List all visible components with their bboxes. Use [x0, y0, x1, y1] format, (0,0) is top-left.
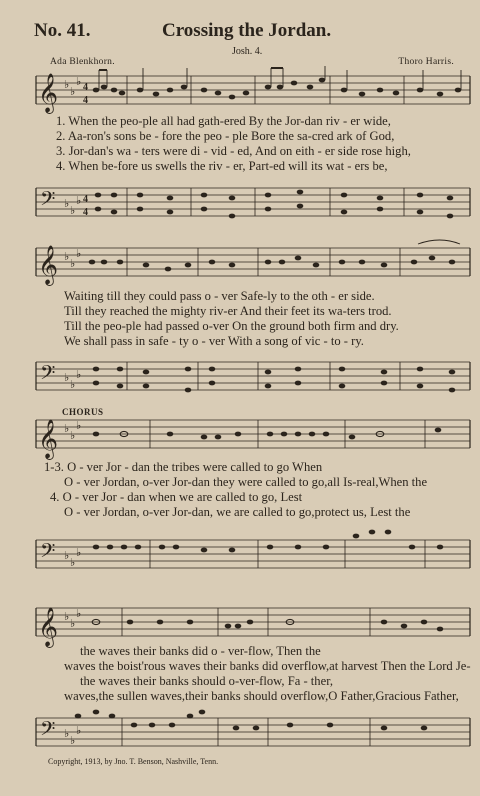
staff-bass-system-1 [0, 178, 480, 230]
svg-text:4: 4 [83, 194, 88, 205]
hymn-title: Crossing the Jordan. [162, 20, 332, 41]
svg-text:𝄢: 𝄢 [40, 541, 56, 567]
verse-lyrics-system-1 [0, 114, 480, 178]
svg-text:𝄢: 𝄢 [40, 719, 56, 745]
staff-treble-system-1 [0, 66, 480, 116]
svg-text:♭: ♭ [76, 725, 82, 737]
chorus-lyrics-2 [0, 644, 480, 708]
svg-text:♭: ♭ [70, 557, 76, 569]
chorus-line: 4. O - ver Jor - dan when we are called to go, Lest [50, 490, 303, 504]
staff-bass-system-4 [0, 706, 480, 754]
verse-line: 4. When be-fore us swells the riv - er, Part-ed will its wat - ers be, [56, 159, 388, 173]
chorus-line: the waves their banks should o-ver-flow, Fa - ther, [80, 674, 334, 688]
lyricist-credit: Ada Blenkhorn. [50, 57, 115, 67]
svg-text:♭: ♭ [70, 735, 76, 747]
chorus-label: CHORUS [62, 407, 104, 417]
verse-line: Till they reached the mighty riv-er And their feet its wa-ters trod. [64, 304, 392, 318]
svg-text:♭: ♭ [64, 372, 70, 384]
svg-text:𝄢: 𝄢 [40, 363, 56, 389]
verse-line: Till the peo-ple had passed o-ver On the ground both firm and dry. [64, 319, 399, 333]
svg-text:♭: ♭ [70, 379, 76, 391]
svg-text:♭: ♭ [76, 420, 82, 432]
composer-credit: Thoro Harris. [398, 57, 454, 67]
staff-treble-system-2 [0, 236, 480, 290]
svg-text:4: 4 [83, 95, 88, 106]
svg-text:♭: ♭ [70, 618, 76, 630]
copyright-notice: Copyright, 1913, by Jno. T. Benson, Nashville, Tenn. [48, 757, 219, 766]
svg-text:𝄞: 𝄞 [38, 247, 59, 284]
svg-text:𝄞: 𝄞 [38, 75, 59, 112]
svg-text:♭: ♭ [76, 248, 82, 260]
scripture-reference: Josh. 4. [232, 46, 263, 57]
chorus-line: 1-3. O - ver Jor - dan the tribes were called to go When [44, 460, 323, 474]
staff-treble-chorus [0, 414, 480, 464]
svg-text:♭: ♭ [70, 205, 76, 217]
verse-line: 2. Aa-ron's sons be - fore the peo - ple Bore the sa-cred ark of God, [56, 129, 395, 143]
chorus-line: waves,the sullen waves,their banks should overflow,O Father,Gracious Father, [64, 689, 459, 703]
staff-bass-chorus [0, 526, 480, 578]
svg-text:♭: ♭ [64, 79, 70, 91]
verse-line: 1. When the peo-ple all had gath-ered By the Jor-dan riv - er wide, [56, 114, 391, 128]
svg-text:♭: ♭ [64, 611, 70, 623]
svg-text:♭: ♭ [64, 198, 70, 210]
verse-lyrics-system-2 [0, 289, 480, 353]
staff-bass-system-2 [0, 352, 480, 402]
verse-line: We shall pass in safe - ty o - ver With a song of vic - to - ry. [64, 334, 364, 348]
svg-text:♭: ♭ [76, 608, 82, 620]
svg-text:♭: ♭ [64, 423, 70, 435]
svg-text:♭: ♭ [76, 369, 82, 381]
svg-text:♭: ♭ [70, 86, 76, 98]
svg-text:♭: ♭ [64, 728, 70, 740]
svg-text:4: 4 [83, 82, 88, 93]
chorus-line: O - ver Jordan, o-ver Jor-dan, we are called to go,protect us, Lest the [64, 505, 411, 519]
svg-text:♭: ♭ [64, 550, 70, 562]
chorus-line: waves the boist'rous waves their banks did overflow,at harvest Then the Lord Je- [64, 659, 471, 673]
verse-line: Waiting till they could pass o - ver Safe-ly to the oth - er side. [64, 289, 375, 303]
verse-line: 3. Jor-dan's wa - ters were di - vid - ed, And on eith - er side rose high, [56, 144, 411, 158]
svg-text:𝄞: 𝄞 [38, 609, 59, 646]
svg-text:♭: ♭ [70, 258, 76, 270]
svg-text:𝄢: 𝄢 [40, 189, 56, 215]
chorus-line: O - ver Jordan, o-ver Jor-dan they were called to go,all Is-real,When the [64, 475, 428, 489]
svg-text:♭: ♭ [76, 547, 82, 559]
chorus-line: the waves their banks did o - ver-flow, Then the [80, 644, 321, 658]
hymn-number: No. 41. [34, 20, 91, 41]
svg-text:𝄞: 𝄞 [38, 421, 59, 458]
svg-text:♭: ♭ [76, 76, 82, 88]
staff-treble-system-4 [0, 598, 480, 648]
chorus-lyrics [0, 460, 480, 524]
svg-text:4: 4 [83, 207, 88, 218]
svg-text:♭: ♭ [76, 195, 82, 207]
svg-text:♭: ♭ [70, 430, 76, 442]
svg-text:♭: ♭ [64, 251, 70, 263]
